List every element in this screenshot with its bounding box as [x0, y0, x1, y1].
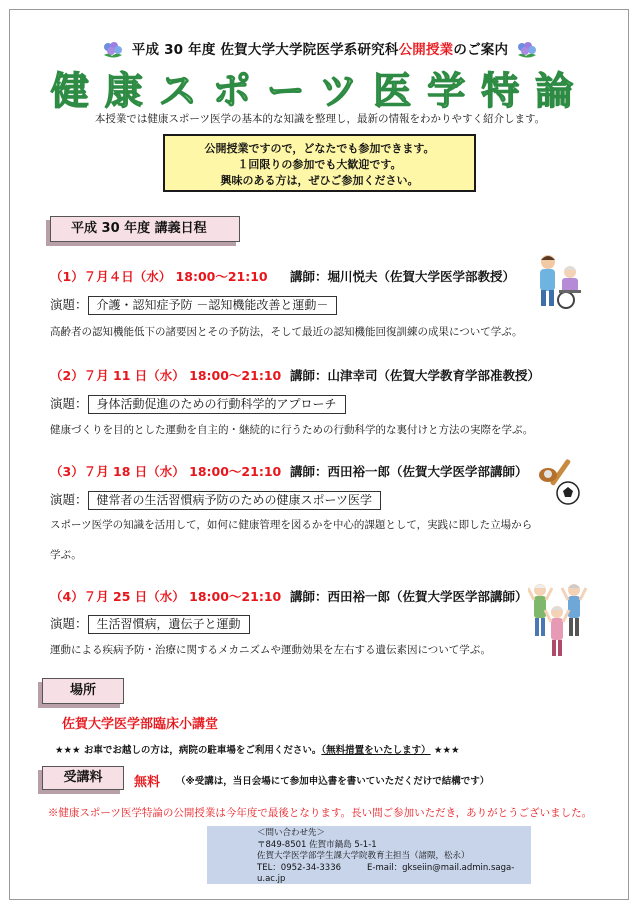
- fee-note: （※受講は，当日会場にて参加申込書を書いていただくだけで結構です）: [176, 776, 490, 787]
- notice-line: １回限りの参加でも大歓迎です。: [237, 158, 402, 171]
- topic-label: 演題：: [50, 396, 88, 411]
- session-description: 高齢者の認知機能低下の諸要因とその予防法，そして最近の認知機能回復訓練の成果について学ぶ。: [50, 326, 523, 338]
- notice-line: 興味のある方は，ぜひご参加ください。: [220, 174, 419, 187]
- session-date: （1）７月４日（水） 18:00～21:10: [50, 269, 268, 284]
- header-line: [0, 38, 640, 60]
- place-name: 佐賀大学医学部臨床小講堂: [62, 717, 219, 732]
- hydrangea-icon: [514, 40, 540, 60]
- header-prefix: 平成 30 年度 佐賀大学大学院医学系研究科: [131, 42, 399, 58]
- parking-note: [55, 742, 459, 756]
- topic-label: 演題：: [50, 297, 88, 312]
- session-date: （2）７月 11 日（水） 18:00～21:10: [50, 368, 282, 383]
- fee-value: 無料: [134, 775, 161, 790]
- session-description-cont: 学ぶ。: [50, 549, 82, 561]
- parking-free-note: （無料措置をいたします）: [321, 745, 431, 756]
- intro-text: 本授業では健康スポーツ医学の基本的な知識を整理し，最新の情報をわかりやすく紹介します。: [94, 113, 546, 125]
- sports-equipment-illustration: [536, 455, 584, 507]
- contact-office: 佐賀大学医学部学生課大学院教育主担当（諸隈，松永）: [257, 851, 470, 861]
- session-description: スポーツ医学の知識を活用して，如何に健康管理を図るかを中心的課題として，実践に即した立場から: [50, 519, 533, 531]
- contact-title: ＜問い合わせ先＞: [257, 828, 326, 838]
- hydrangea-icon: [100, 40, 126, 60]
- fee-tab: 受講料: [42, 766, 124, 790]
- session-description: 健康づくりを目的とした運動を自主的・継続的に行うための行動科学的な裏付けと方法の実際を学ぶ。: [50, 424, 534, 436]
- session-topic: 身体活動促進のための行動科学的アプローチ: [88, 395, 346, 414]
- elderly-care-illustration: [526, 250, 586, 310]
- exercising-seniors-illustration: [528, 578, 592, 658]
- header-highlight: 公開授業: [398, 42, 454, 58]
- session-lecturer: 講師：西田裕一郎（佐賀大学医学部講師）: [290, 589, 528, 604]
- schedule-tab: 平成 30 年度 講義日程: [50, 216, 240, 242]
- session-description: 運動による疾病予防・治療に関するメカニズムや運動効果を左右する遺伝素因について学ぶ。: [50, 644, 491, 656]
- main-title: 健康スポーツ医学特論: [50, 69, 590, 113]
- session-topic: 介護・認知症予防 －認知機能改善と運動－: [88, 296, 338, 315]
- final-notice: ※健康スポーツ医学特論の公開授業は今年度で最後となります。長い間ご参加いただき，ありがとうございました。: [47, 807, 593, 819]
- session-topic-row: [50, 613, 250, 634]
- contact-email: E-mail：gkseiin@mail.admin.saga-u.ac.jp: [257, 862, 515, 884]
- place-tab: 場所: [42, 678, 124, 704]
- contact-line: [257, 863, 531, 886]
- parking-text: ★★★ お車でお越しの方は，病院の駐車場をご利用ください。: [55, 745, 322, 756]
- session-lecturer: 講師：堀川悦夫（佐賀大学医学部教授）: [290, 269, 516, 284]
- session-topic: 健常者の生活習慣病予防のための健康スポーツ医学: [88, 491, 382, 510]
- session-date: （4）７月 25 日（水） 18:00～21:10: [50, 589, 282, 604]
- session-topic-row: [50, 294, 337, 315]
- topic-label: 演題：: [50, 616, 88, 631]
- notice-box: [163, 134, 476, 192]
- session-lecturer: 講師：西田裕一郎（佐賀大学医学部講師）: [290, 464, 528, 479]
- contact-box: [207, 826, 531, 884]
- parking-stars: ★★★: [430, 745, 460, 756]
- session-lecturer: 講師：山津幸司（佐賀大学教育学部准教授）: [290, 368, 541, 383]
- topic-label: 演題：: [50, 492, 88, 507]
- contact-address: 〒849-8501 佐賀市鍋島 5-1-1: [257, 839, 377, 850]
- session-topic: 生活習慣病，遺伝子と運動: [88, 615, 250, 634]
- session-date: （3）７月 18 日（水） 18:00～21:10: [50, 464, 282, 479]
- session-topic-row: [50, 489, 381, 510]
- notice-line: 公開授業ですので，どなたでも参加できます。: [204, 142, 435, 155]
- header-suffix: のご案内: [453, 42, 509, 58]
- contact-tel: TEL：0952-34-3336: [257, 862, 342, 873]
- session-topic-row: [50, 393, 346, 414]
